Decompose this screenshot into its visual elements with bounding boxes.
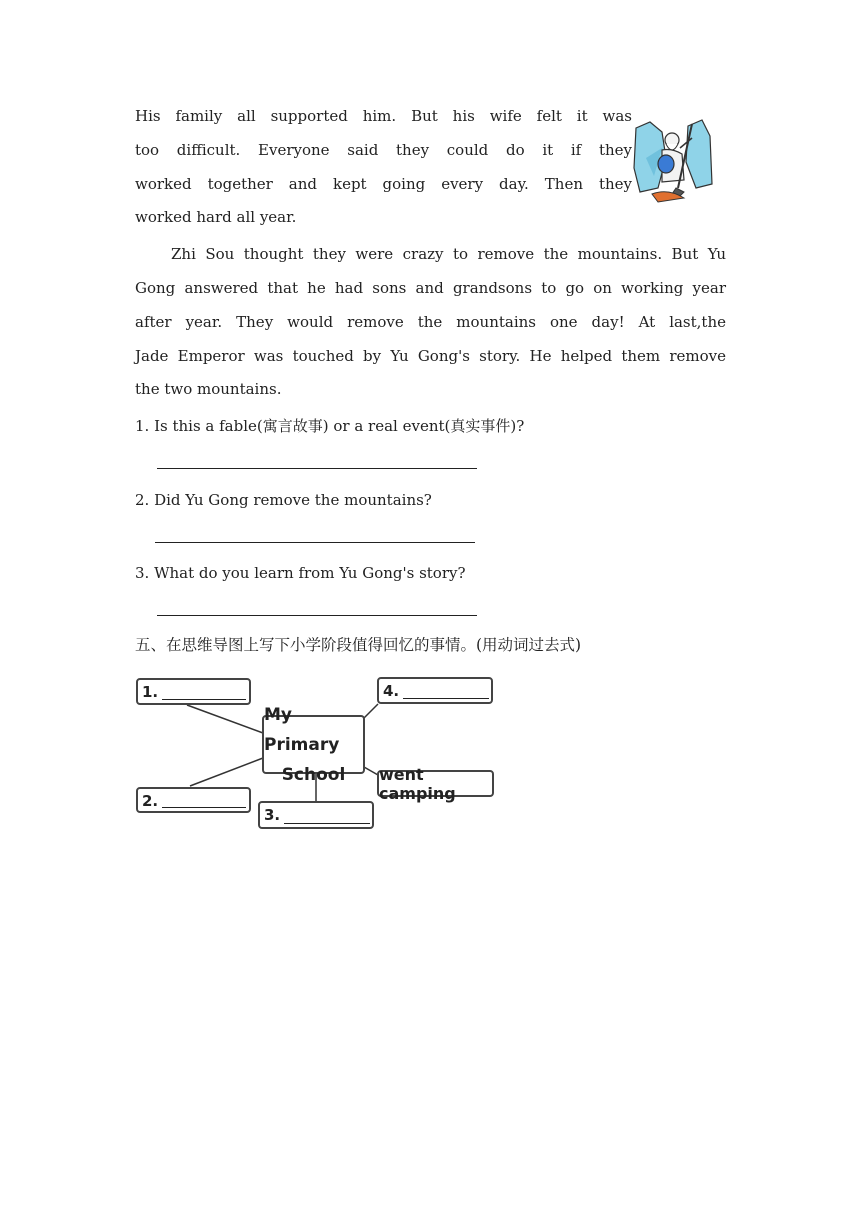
- mindmap-box-4[interactable]: [377, 677, 493, 704]
- passage-line-2: too difficult. Everyone said they could do it if they: [135, 141, 632, 159]
- mindmap-center-node: [262, 704, 365, 785]
- mindmap-box-3[interactable]: [258, 801, 374, 829]
- passage-line-1: His family all supported him. But his wife felt it was: [135, 107, 632, 125]
- mindmap-box-1-blank: [162, 699, 246, 700]
- section-5-title: 五、在思维导图上写下小学阶段值得回忆的事情。(用动词过去式): [135, 636, 582, 654]
- mindmap-box-2-blank: [162, 807, 246, 808]
- mindmap-filled-text: went camping: [379, 764, 456, 803]
- mindmap-box-2[interactable]: [136, 787, 251, 813]
- passage-line-6: Gong answered that he had sons and grandsons to go on working year: [135, 279, 726, 297]
- question-3: 3. What do you learn from Yu Gong's story?: [135, 564, 466, 582]
- question-1: 1. Is this a fable(寓言故事) or a real event(真实事件)?: [135, 417, 525, 435]
- passage-line-8: Jade Emperor was touched by Yu Gong's story. He helped them remove: [135, 347, 726, 365]
- passage-line-9: the two mountains.: [135, 380, 282, 398]
- mindmap-box-3-blank: [284, 823, 370, 824]
- mindmap-box-3-number: 3.: [264, 806, 281, 824]
- mindmap-box-4-number: 4.: [383, 682, 400, 700]
- mindmap-center-line-1: My Primary: [264, 704, 340, 755]
- mindmap-center-line-2: School: [281, 764, 346, 785]
- mindmap-box-1-number: 1.: [142, 683, 159, 701]
- passage-line-4: worked hard all year.: [135, 208, 297, 226]
- question-2: 2. Did Yu Gong remove the mountains?: [135, 491, 432, 509]
- passage-line-5: Zhi Sou thought they were crazy to remove the mountains. But Yu: [171, 245, 726, 263]
- mindmap-box-1[interactable]: [136, 678, 251, 705]
- mindmap-box-filled: [377, 764, 494, 803]
- passage-line-3: worked together and kept going every day. Then they: [135, 175, 632, 193]
- mindmap-box-4-blank: [403, 698, 489, 699]
- mindmap-box-2-number: 2.: [142, 792, 159, 810]
- passage-line-7: after year. They would remove the mountains one day! At last,the: [135, 313, 726, 331]
